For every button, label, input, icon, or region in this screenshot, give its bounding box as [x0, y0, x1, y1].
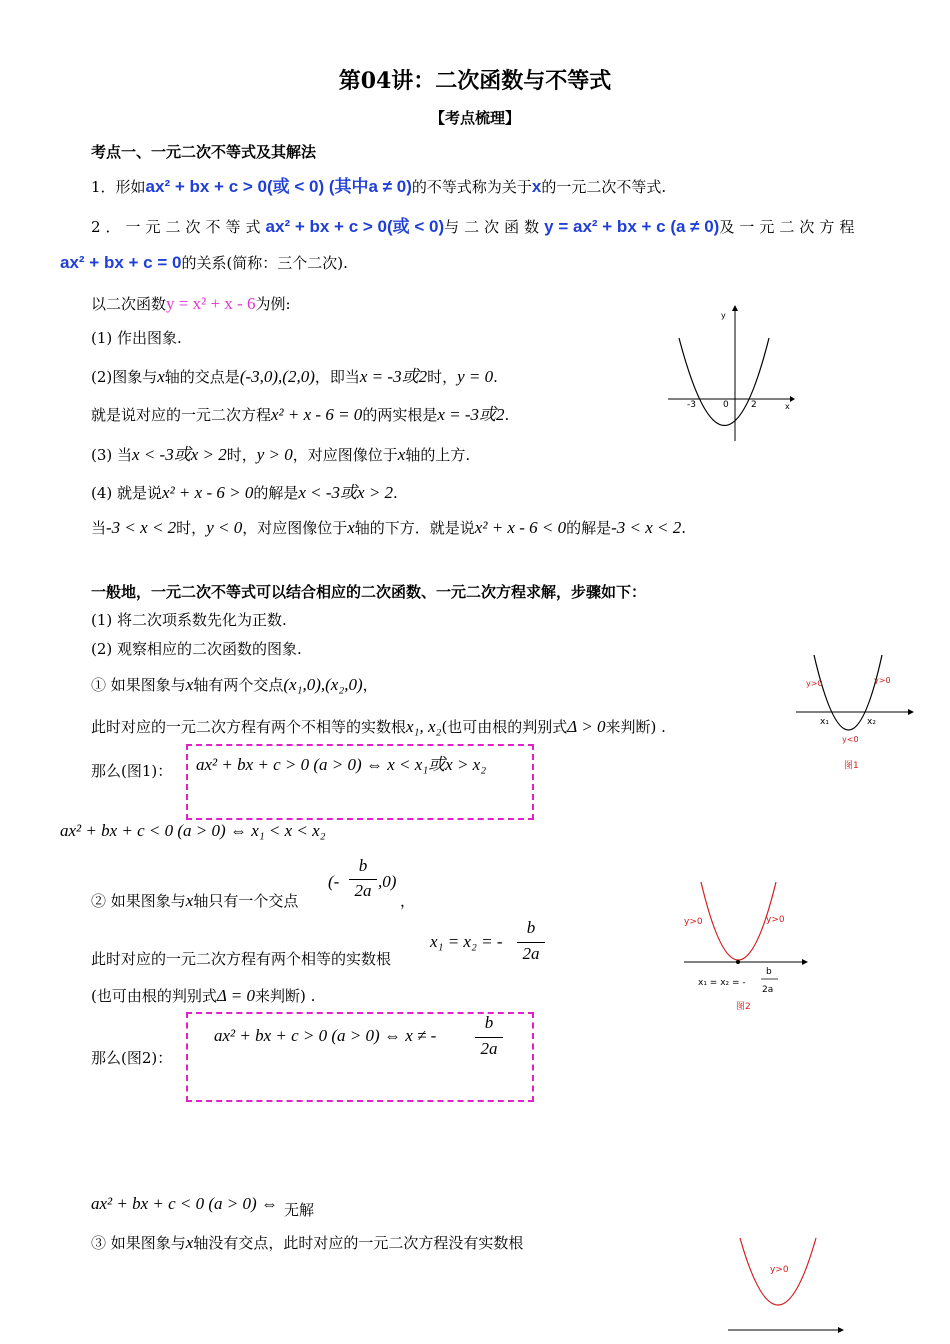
s6-c: ，对应图像位于	[242, 519, 348, 537]
c1-a: ① 如果图象与	[91, 676, 186, 694]
s3-roots: x = -3或2	[437, 405, 505, 424]
paragraph-1	[91, 172, 666, 197]
s6-sol: -3 < x < 2	[611, 518, 682, 537]
fig2-parabola	[701, 882, 776, 960]
fig3-x-arrow	[838, 1327, 844, 1333]
c2-x: x	[185, 891, 194, 910]
c2-l3b: 来判断) .	[255, 987, 316, 1005]
p2-lead: 2．一元二次不等式	[91, 218, 266, 236]
s6-x: x	[347, 518, 355, 537]
s6-a: 当	[91, 519, 107, 537]
case2-formula2-line	[91, 1193, 314, 1219]
s4-c: ，对应图像位于	[292, 446, 398, 464]
c1-l2b: (也可由根的判别式	[441, 718, 568, 736]
s3-b: 的两实根是	[362, 406, 438, 424]
c2-pt-pre: (-	[328, 872, 340, 891]
fig2-caption: 图2	[736, 1002, 751, 1012]
s4-d: 轴的上方.	[405, 446, 471, 464]
c1-roots: x₁, x₂	[406, 717, 442, 736]
s5-ineq: x² + x - 6 > 0	[162, 483, 254, 502]
case2-f1-bar	[475, 1037, 503, 1038]
c1-c: ，	[362, 676, 378, 694]
s4-b: 时，	[226, 446, 257, 464]
case2-comma: ，	[400, 892, 416, 910]
p1-x: x	[531, 177, 542, 196]
s6-d: 轴的下方．就是说	[354, 519, 475, 537]
c2-l3a: (也可由根的判别式	[91, 987, 217, 1005]
example-tail: 为例:	[255, 295, 291, 313]
figure-3	[722, 1232, 850, 1344]
s3-c: .	[504, 406, 510, 424]
p2-formula2: y = ax² + bx + c (a ≠ 0)	[544, 217, 720, 236]
case2-f1-den: 2a	[480, 1039, 498, 1058]
s5-c: .	[393, 484, 398, 502]
case2-then: 那么(图2)：	[91, 1049, 173, 1067]
y-label: y	[721, 311, 726, 320]
c1-x: x	[185, 675, 194, 694]
general-step1: (1) 将二次项系数先化为正数.	[91, 611, 287, 629]
case1-then: 那么(图1)：	[91, 762, 173, 780]
fig2-num: b	[766, 967, 772, 977]
case2-roots-den: 2a	[522, 944, 540, 963]
c3-a: ③ 如果图象与	[91, 1234, 186, 1252]
s6-cond: -3 < x < 2	[106, 518, 177, 537]
figure-2	[678, 878, 813, 1013]
s2-a: (2)图象与	[91, 368, 158, 386]
p2-formula1: ax² + bx + c > 0(或 < 0)	[265, 217, 445, 236]
fig1-y-bottom: y<0	[842, 735, 859, 744]
s5-sol: x < -3或x > 2	[298, 483, 394, 502]
case2-no-solution: 无解	[283, 1201, 314, 1219]
general-step2: (2) 观察相应的二次函数的图象.	[91, 640, 302, 658]
s6-b: 时，	[176, 519, 207, 537]
parabola-curve	[679, 338, 769, 426]
case3-line	[91, 1232, 523, 1253]
y-axis-arrow	[732, 305, 738, 311]
x-label: x	[785, 402, 790, 411]
s2-y: y = 0	[457, 367, 494, 386]
general-heading: 一般地，一元二次不等式可以结合相应的二次函数、一元二次方程求解，步骤如下：	[91, 583, 647, 601]
example-parabola-graph	[665, 303, 795, 443]
x-axis-arrow	[790, 396, 795, 402]
case2-point-bar	[349, 879, 377, 880]
example-step2	[91, 362, 498, 387]
fig1-x2: x₂	[867, 717, 876, 727]
figure-1	[796, 650, 916, 775]
p2-text3: 的关系(简称：三个二次).	[181, 254, 348, 272]
case2-point-post: ,0)	[378, 872, 397, 891]
c2-disc: Δ = 0	[216, 986, 256, 1005]
s4-y: y > 0	[256, 445, 293, 464]
case1-line2	[91, 716, 666, 737]
s2-d: 时，	[427, 368, 458, 386]
paragraph-2-cont	[60, 252, 348, 273]
example-step5	[91, 517, 686, 538]
c3-x: x	[185, 1233, 194, 1252]
c1-b: 轴有两个交点	[193, 676, 284, 694]
p1-lead: 1．形如	[91, 178, 146, 196]
tick-0: 0	[723, 400, 729, 410]
case2-formula2: ax² + bx + c < 0 (a > 0) ⇔	[91, 1194, 278, 1213]
p1-text2: 的一元二次不等式.	[541, 178, 667, 196]
c3-b: 轴没有交点，此时对应的一元二次方程没有实数根	[193, 1234, 524, 1252]
s4-x: x	[397, 445, 406, 464]
c1-points: (x₁,0),(x₂,0)	[283, 675, 363, 694]
example-step1: (1) 作出图象.	[91, 329, 182, 347]
example-lead: 以二次函数	[91, 295, 167, 313]
s4-cond: x < -3或x > 2	[132, 445, 227, 464]
s6-f: .	[681, 519, 687, 537]
s2-cond: x = -3或2	[359, 367, 428, 386]
c1-l2c: 来判断) .	[605, 718, 666, 736]
c2-b: 轴只有一个交点	[193, 892, 299, 910]
case2-point-num: b	[358, 856, 368, 875]
case2-line2: 此时对应的一元二次方程有两个相等的实数根	[91, 950, 392, 968]
case2-line1	[91, 890, 298, 911]
s3-eq: x² + x - 6 = 0	[271, 405, 363, 424]
example-intro	[91, 293, 291, 314]
case1-line1	[91, 674, 378, 695]
tick-2: 2	[751, 400, 757, 410]
fig2-root: x₁ = x₂ = -	[698, 978, 746, 988]
case1-formula1: ax² + bx + c > 0 (a > 0) ⇔ x < x₁或x > x₂	[196, 755, 487, 774]
s6-ineq: x² + x - 6 < 0	[474, 518, 567, 537]
case2-roots-num: b	[526, 918, 536, 937]
fig2-y-right: y>0	[766, 915, 785, 925]
p1-text1: 的不等式称为关于	[411, 178, 532, 196]
s3-a: 就是说对应的一元二次方程	[91, 406, 272, 424]
fig1-x1: x₁	[820, 717, 829, 727]
fig2-y-left: y>0	[684, 917, 703, 927]
s6-e: 的解是	[566, 519, 612, 537]
tick-neg3: -3	[687, 400, 696, 410]
example-formula: y = x² + x - 6	[166, 294, 256, 313]
s5-b: 的解是	[253, 484, 299, 502]
section-heading: 考点一、一元二次不等式及其解法	[91, 143, 317, 161]
s6-y: y < 0	[206, 518, 243, 537]
s2-b: 轴的交点是	[164, 368, 240, 386]
case2-point	[328, 872, 339, 892]
s2-points: (-3,0),(2,0)	[239, 367, 315, 386]
case1-formula2: ax² + bx + c < 0 (a > 0) ⇔ x₁ < x < x₂	[60, 821, 326, 840]
page-subtitle: 【考点梳理】	[429, 109, 520, 127]
example-step2b	[91, 400, 509, 425]
fig1-caption: 图1	[844, 761, 859, 771]
c2-a: ② 如果图象与	[91, 892, 186, 910]
example-step4	[91, 478, 398, 503]
case2-f1-num: b	[484, 1013, 494, 1032]
p2-formula3: ax² + bx + c = 0	[60, 253, 182, 272]
paragraph-2	[91, 212, 891, 237]
case2-formula1: ax² + bx + c > 0 (a > 0) ⇔ x ≠ -	[214, 1026, 437, 1045]
case2-roots-bar	[517, 942, 545, 943]
page-title: 第04讲：二次函数与不等式	[338, 68, 612, 94]
case2-roots: x₁ = x₂ = -	[430, 932, 503, 951]
s5-a: (4) 就是说	[91, 484, 163, 502]
s2-e: .	[493, 368, 498, 386]
s4-a: (3) 当	[91, 446, 133, 464]
s2-x: x	[157, 367, 165, 386]
p2-text2: 及一元二次方程	[719, 218, 860, 236]
fig2-tangent-point	[736, 960, 740, 964]
case2-line3	[91, 985, 315, 1006]
fig1-x-arrow	[908, 709, 914, 715]
p1-formula: ax² + bx + c > 0(或 < 0) (其中a ≠ 0)	[145, 177, 412, 196]
c1-l2a: 此时对应的一元二次方程有两个不相等的实数根	[91, 718, 407, 736]
s2-c: ，即当	[314, 368, 360, 386]
fig2-den: 2a	[762, 985, 774, 995]
fig1-y-left: y>0	[806, 679, 823, 688]
fig3-y-label: y>0	[770, 1265, 789, 1275]
c1-disc: Δ > 0	[567, 717, 606, 736]
p2-text1: 与二次函数	[444, 218, 545, 236]
fig1-y-right: y>0	[874, 676, 891, 685]
case2-point-den: 2a	[354, 881, 372, 900]
fig2-x-arrow	[802, 959, 808, 965]
example-step3	[91, 440, 470, 465]
